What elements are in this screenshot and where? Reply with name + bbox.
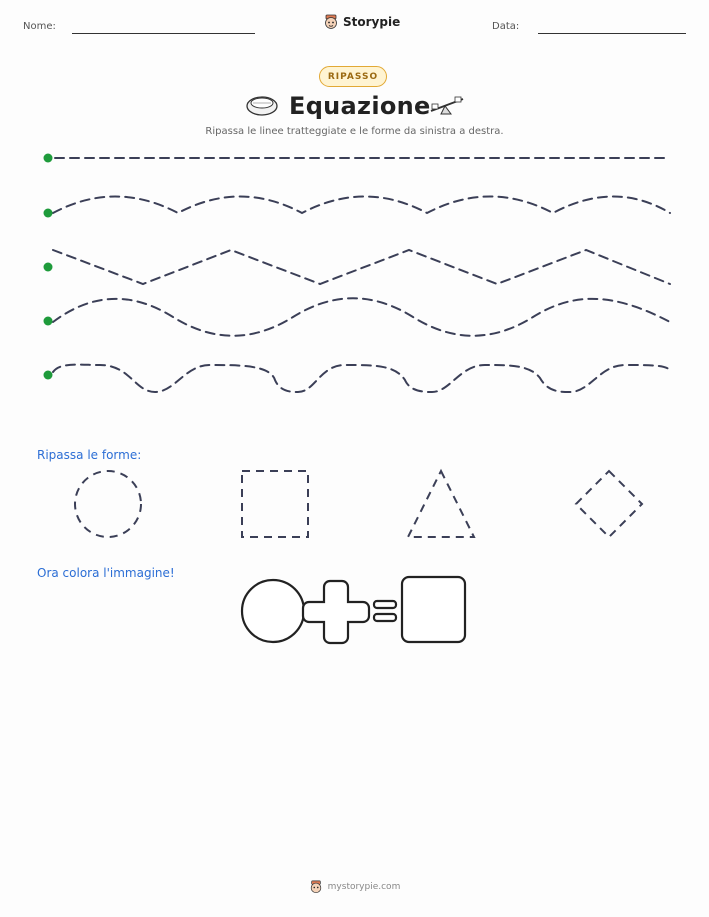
tracing-line-bumpy-wave[interactable] (53, 365, 670, 392)
seesaw-balance-icon (431, 97, 463, 114)
tracing-line-soft-wave[interactable] (53, 197, 670, 214)
color-equals-bottom[interactable] (374, 614, 396, 621)
shapes-section-label: Ripassa le forme: (37, 448, 142, 462)
tracing-line-zigzag[interactable] (53, 250, 670, 284)
color-equals-top[interactable] (374, 601, 396, 608)
date-label: Data: (492, 21, 520, 32)
coloring-picture[interactable] (242, 577, 465, 643)
tracing-line-sine-wave[interactable] (53, 298, 670, 336)
start-dot (44, 371, 53, 380)
trace-diamond[interactable] (576, 471, 642, 537)
storypie-mascot-icon (309, 880, 323, 894)
worksheet-title: Equazione (289, 92, 431, 120)
color-square[interactable] (402, 577, 465, 642)
start-dot (44, 209, 53, 218)
start-dot (44, 154, 53, 163)
review-badge: RIPASSO (319, 66, 387, 87)
scale-pan-icon (247, 97, 277, 115)
brand-name: Storypie (343, 15, 401, 29)
footer-site-link[interactable]: mystorypie.com (327, 882, 401, 892)
trace-square[interactable] (242, 471, 308, 537)
color-circle[interactable] (242, 580, 304, 642)
trace-triangle[interactable] (408, 471, 474, 537)
footer (0, 880, 709, 894)
start-dot (44, 263, 53, 272)
trace-circle[interactable] (75, 471, 141, 537)
start-dot (44, 317, 53, 326)
color-section-label: Ora colora l'immagine! (37, 566, 175, 580)
instructions-text: Ripassa le linee tratteggiate e le forme da sinistra a destra. (205, 126, 504, 137)
color-plus[interactable] (303, 581, 369, 643)
name-label: Nome: (23, 21, 56, 32)
